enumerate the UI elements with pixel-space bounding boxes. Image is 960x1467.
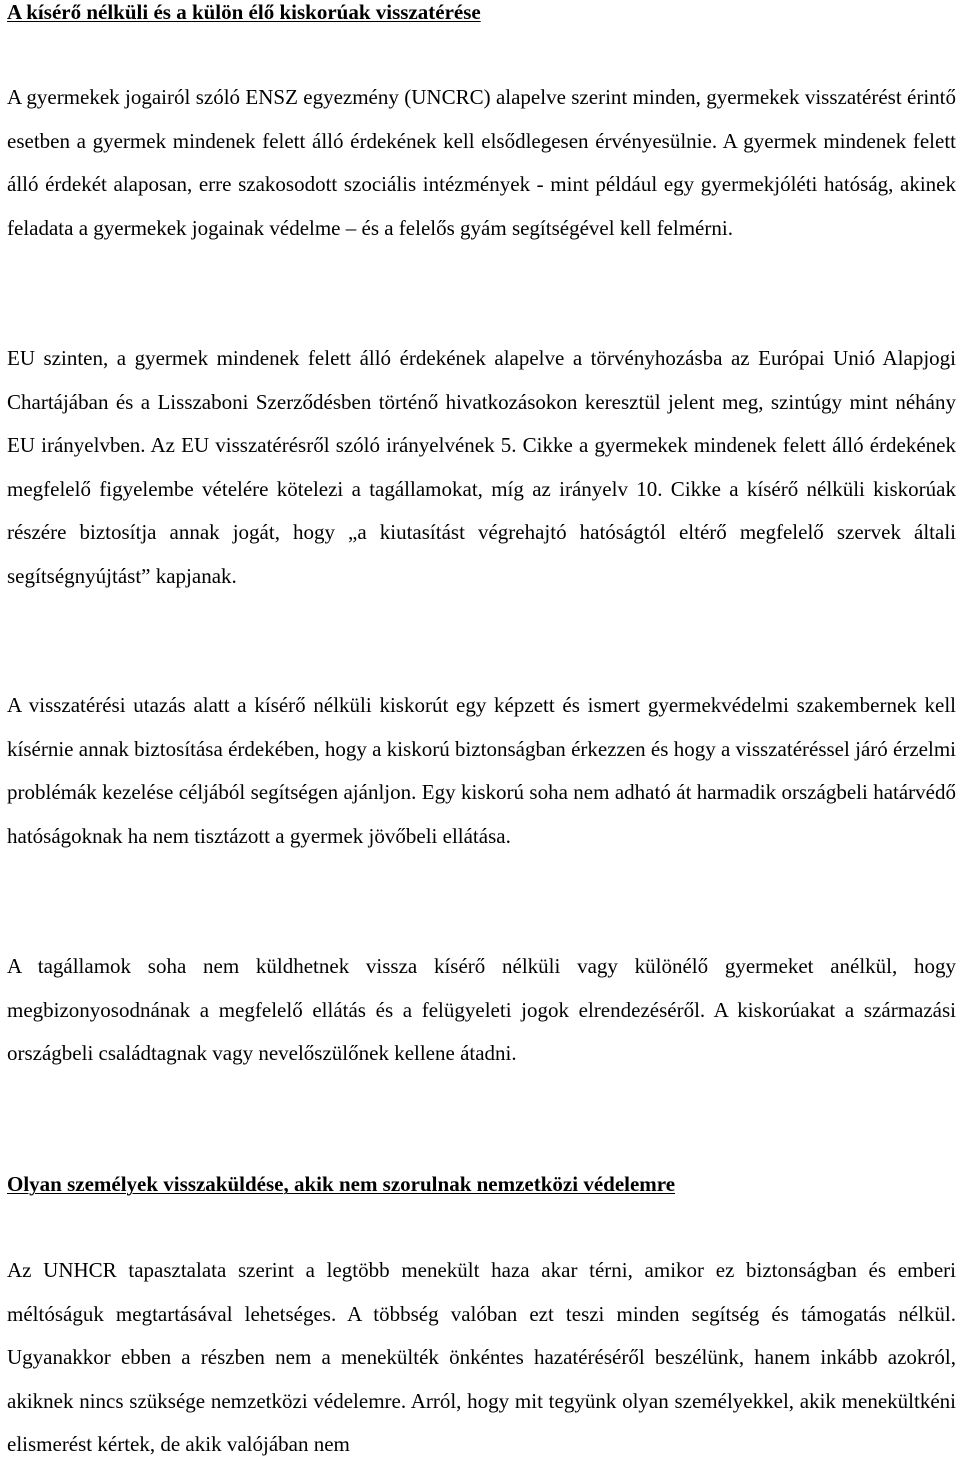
paragraph-unhcr-experience: Az UNHCR tapasztalata szerint a legtöbb menekült haza akar térni, amikor ez biztonságban és emberi méltóságuk megtartásával lehetséges. A többség valóban ezt teszi minden segítség és támogatás nélkül. Ugyanakkor ebben a részben nem a menekülték önkéntes hazatéréséről beszélünk, hanem inkább azokról, akiknek nincs szüksége nemzetközi védelemre. Arról, hogy mit tegyünk olyan személyekkel, akik menekültkéni elismerést kértek, de akik valójában nem [7, 1258, 956, 1457]
paragraph-uncrc-principle: A gyermekek jogairól szóló ENSZ egyezmény (UNCRC) alapelve szerint minden, gyermekek visszatérést érintő esetben a gyermek mindenek felett álló érdekének kell elsődlegesen érvényesülnie. A gyermek mindenek felett álló érdekét alaposan, erre szakosodott szociális intézmények - mint például egy gyermekjóléti hatóság, akinek feladata a gyermekek jogainak védelme – és a felelős gyám segítségével kell felmérni. [7, 85, 956, 240]
paragraph-eu-level: EU szinten, a gyermek mindenek felett álló érdekének alapelve a törvényhozásba az Európai Unió Alapjogi Chartájában és a Lisszaboni Szerződésben történő hivatkozásokon keresztül jelent meg, szintúgy mint néhány EU irányelvben. Az EU visszatérésről szóló irányelvének 5. Cikke a gyermekek mindenek felett álló érdekének megfelelő figyelembe vételére kötelezi a tagállamokat, míg az irányelv 10. Cikke a kísérő nélküli kiskorúak részére biztosítja annak jogát, hogy „a kiutasítást végrehajtó hatóságtól eltérő megfelelő szervek általi segítségnyújtást” kapjanak. [7, 346, 956, 588]
paragraph-return-journey: A visszatérési utazás alatt a kísérő nélküli kiskorút egy képzett és ismert gyermekvédelmi szakembernek kell kísérnie annak biztosítása érdekében, hogy a kiskorú biztonságban érkezzen és hogy a visszatéréssel járó érzelmi problémák kezelése céljából segítségen ajánljon. Egy kiskorú soha nem adható át harmadik országbeli határvédő hatóságoknak ha nem tisztázott a gyermek jövőbeli ellátása. [7, 693, 956, 848]
section-heading-unaccompanied-minors: A kísérő nélküli és a külön élő kiskorúak visszatérése [7, 0, 481, 24]
paragraph-member-states: A tagállamok soha nem küldhetnek vissza kísérő nélküli vagy különélő gyermeket anélkül, hogy megbizonyosodnának a megfelelő ellátás és a felügyeleti jogok elrendezéséről. A kiskorúakat a származási országbeli családtagnak vagy nevelőszülőnek kellene átadni. [7, 954, 956, 1066]
section-heading-no-protection-needed: Olyan személyek visszaküldése, akik nem szorulnak nemzetközi védelemre [7, 1172, 676, 1196]
